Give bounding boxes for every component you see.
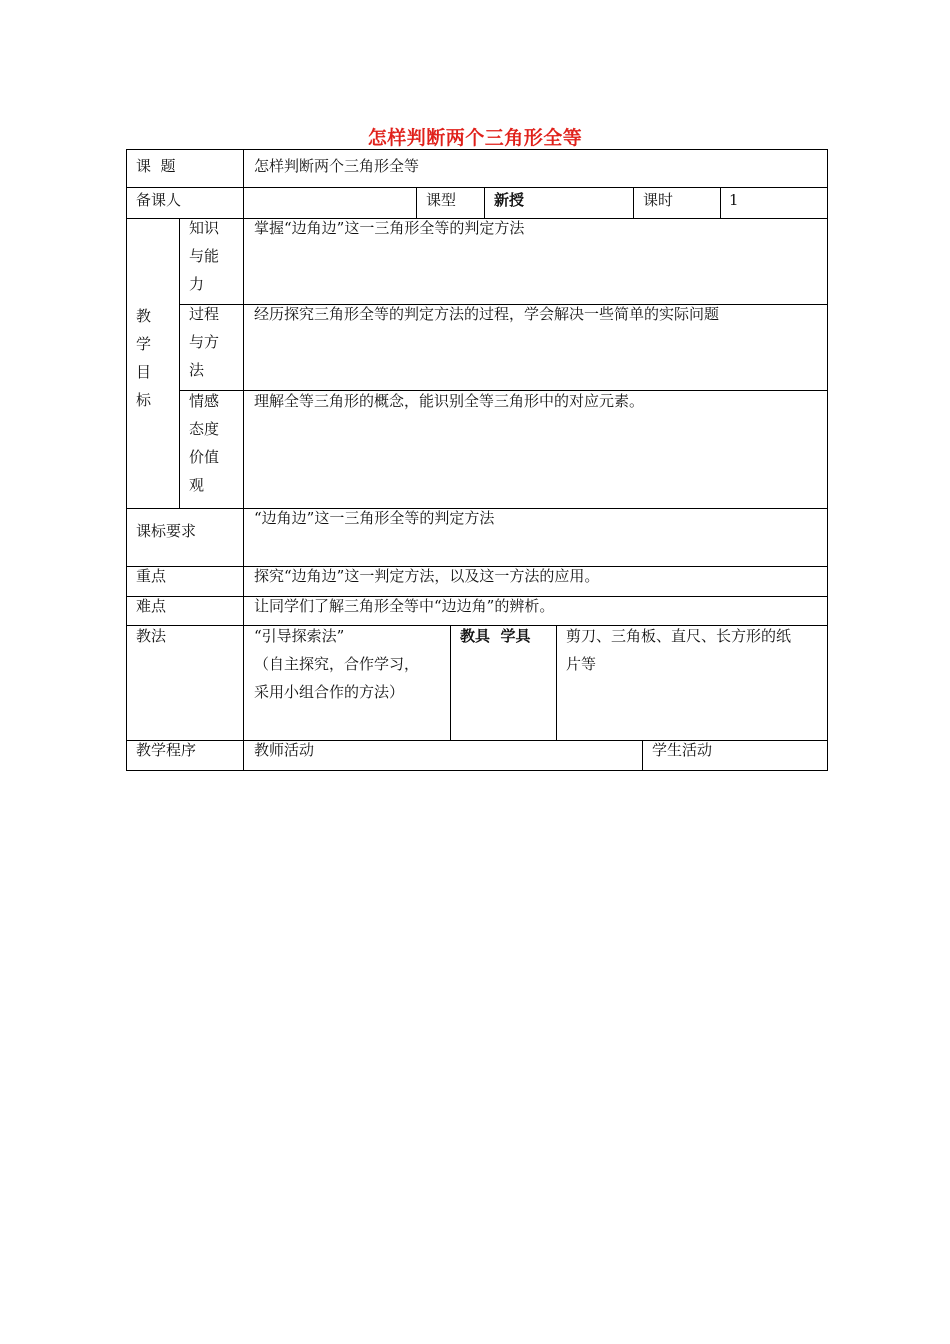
objective-attitude-text: 理解全等三角形的概念，能识别全等三角形中的对应元素。 [254, 392, 645, 410]
topic-value: 怎样判断两个三角形全等 [254, 157, 420, 175]
objective-process-label [189, 300, 219, 384]
curriculum-label: 课标要求 [136, 522, 197, 540]
objectives-label-char: 目 [136, 363, 152, 381]
class-hours-value: 1 [729, 191, 739, 209]
teaching-tools-value [566, 622, 791, 678]
tools-line: 剪刀、三角板、直尺、长方形的纸 [566, 627, 792, 645]
label-line: 观 [189, 476, 205, 494]
objectives-label-char: 标 [136, 391, 152, 409]
method-value [254, 622, 419, 706]
label-line: 价值 [189, 448, 220, 466]
label-line: 力 [189, 275, 205, 293]
label-line: 知识 [189, 219, 220, 237]
student-activity-header: 学生活动 [652, 741, 713, 759]
class-hours-label: 课时 [643, 191, 674, 209]
method-line: （自主探究，合作学习， [254, 655, 420, 673]
topic-label: 课 题 [136, 157, 176, 175]
difficulty-label: 难点 [136, 597, 167, 615]
method-line: “引导探索法” [254, 627, 345, 645]
difficulty-value: 让同学们了解三角形全等中“边边角”的辨析。 [254, 597, 555, 615]
objective-process-text: 经历探究三角形全等的判定方法的过程，学会解决一些简单的实际问题 [254, 305, 720, 323]
objective-attitude-label [189, 387, 219, 499]
label-line: 与方 [189, 333, 220, 351]
preparer-label: 备课人 [136, 191, 182, 209]
teaching-tools-label: 教具 学具 [460, 627, 531, 645]
objectives-label-char: 学 [136, 335, 152, 353]
label-line: 与能 [189, 247, 220, 265]
objectives-label-char: 教 [136, 307, 152, 325]
lesson-type-value: 新授 [494, 191, 525, 209]
procedure-label: 教学程序 [136, 741, 197, 759]
objective-knowledge-text: 掌握“边角边”这一三角形全等的判定方法 [254, 219, 525, 237]
label-line: 态度 [189, 420, 220, 438]
teacher-activity-header: 教师活动 [254, 741, 315, 759]
label-line: 法 [189, 361, 205, 379]
lesson-type-label: 课型 [426, 191, 457, 209]
key-point-label: 重点 [136, 567, 167, 585]
tools-line: 片等 [566, 655, 597, 673]
label-line: 过程 [189, 305, 220, 323]
method-line: 采用小组合作的方法） [254, 683, 405, 701]
objectives-label [136, 302, 151, 414]
document-title: 怎样判断两个三角形全等 [367, 127, 583, 149]
curriculum-value: “边角边”这一三角形全等的判定方法 [254, 509, 495, 527]
key-point-value: 探究“边角边”这一判定方法，以及这一方法的应用。 [254, 567, 600, 585]
objective-knowledge-label [189, 214, 219, 298]
method-label: 教法 [136, 627, 167, 645]
label-line: 情感 [189, 392, 220, 410]
